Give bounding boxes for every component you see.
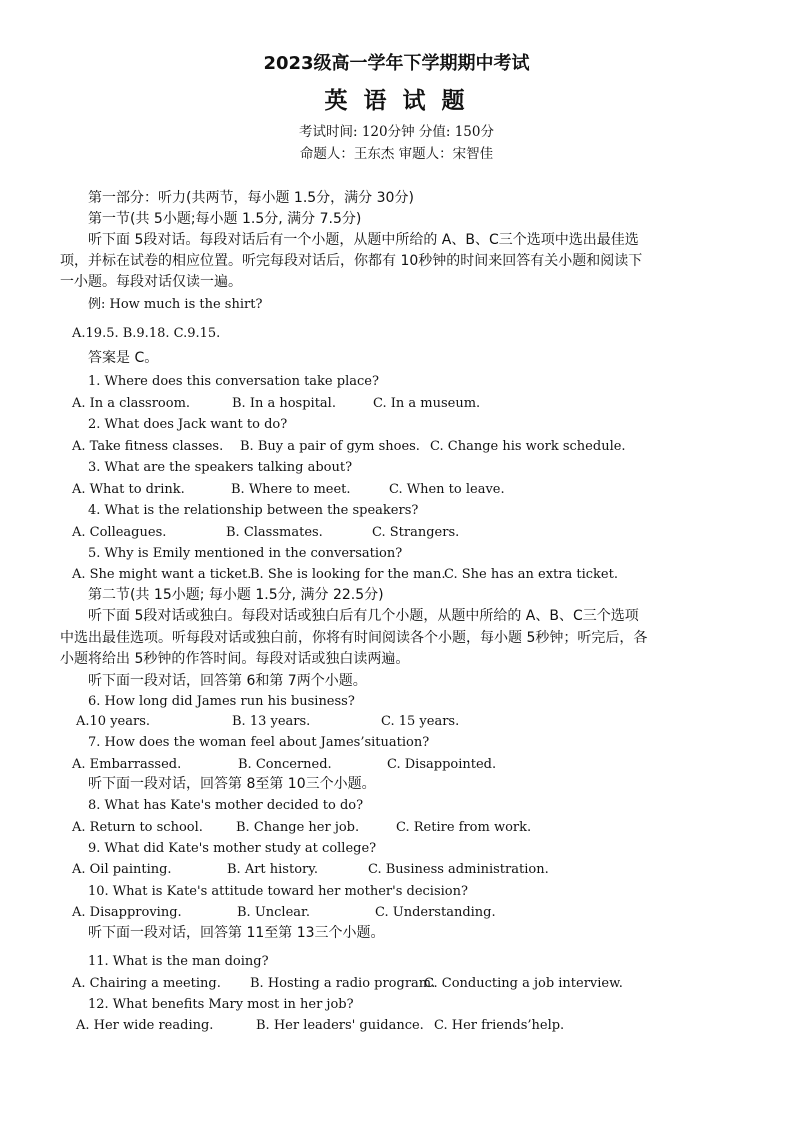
- instructions-line-1: 听下面 5段对话。每段对话后有一个小题，从题中所给的 A、B、C三个选项中选出最佳选: [88, 232, 639, 248]
- q5-option-c: C. She has an extra ticket.: [444, 567, 618, 582]
- q9-option-b: B. Art history.: [227, 862, 318, 877]
- q9-option-c: C. Business administration.: [368, 862, 549, 877]
- question-6: 6. How long did James run his business?: [88, 694, 355, 709]
- q12-option-c: C. Her friends’help.: [434, 1018, 565, 1033]
- question-11: 11. What is the man doing?: [88, 954, 269, 969]
- dialog-8-10-instruction: 听下面一段对话，回答第 8至第 10三个小题。: [88, 776, 376, 792]
- q11-option-a: A. Chairing a meeting.: [72, 976, 221, 991]
- question-7: 7. How does the woman feel about James’situation?: [88, 735, 430, 750]
- q2-option-b: B. Buy a pair of gym shoes.: [240, 439, 420, 454]
- q10-option-c: C. Understanding.: [375, 905, 496, 920]
- instructions-line-3: 一小题。每段对话仅读一遍。: [60, 274, 242, 290]
- q2-option-a: A. Take fitness classes.: [72, 439, 224, 454]
- q6-option-c: C. 15 years.: [381, 714, 460, 729]
- exam-info: 考试时间: 120分钟 分值: 150分: [298, 124, 494, 140]
- question-3: 3. What are the speakers talking about?: [88, 460, 353, 475]
- exam-title: 2023级高一学年下学期期中考试: [263, 53, 530, 74]
- q12-option-b: B. Her leaders' guidance.: [256, 1018, 424, 1033]
- q3-option-c: C. When to leave.: [389, 482, 505, 497]
- q7-option-b: B. Concerned.: [238, 757, 332, 772]
- instructions2-line-3: 小题将给出 5秒钟的作答时间。每段对话或独白读两遍。: [60, 651, 410, 667]
- question-1: 1. Where does this conversation take place?: [88, 374, 379, 389]
- q4-option-c: C. Strangers.: [372, 525, 460, 540]
- q7-option-c: C. Disappointed.: [387, 757, 497, 772]
- q3-option-b: B. Where to meet.: [231, 482, 351, 497]
- example-options: A.19.5. B.9.18. C.9.15.: [72, 326, 221, 341]
- question-2: 2. What does Jack want to do?: [88, 417, 288, 432]
- q2-option-c: C. Change his work schedule.: [430, 439, 626, 454]
- dialog-11-13-instruction: 听下面一段对话，回答第 11至第 13三个小题。: [88, 925, 385, 941]
- exam-authors: 命题人：王东杰 审题人：宋智佳: [299, 146, 494, 162]
- q8-option-a: A. Return to school.: [72, 820, 203, 835]
- question-5: 5. Why is Emily mentioned in the conversation?: [88, 546, 403, 561]
- example-question: 例: How much is the shirt?: [88, 297, 263, 312]
- q5-option-b: B. She is looking for the man.: [250, 567, 446, 582]
- q8-option-b: B. Change her job.: [236, 820, 360, 835]
- instructions2-line-2: 中选出最佳选项。听每段对话或独白前，你将有时间阅读各个小题，每小题 5秒钟；听完后，各: [60, 630, 648, 646]
- q1-option-b: B. In a hospital.: [232, 396, 336, 411]
- question-9: 9. What did Kate's mother study at college?: [88, 841, 377, 856]
- q6-option-a: A.10 years.: [76, 714, 151, 729]
- instructions-line-2: 项，并标在试卷的相应位置。听完每段对话后，你都有 10秒钟的时间来回答有关小题和阅读下: [60, 253, 643, 269]
- q4-option-a: A. Colleagues.: [72, 525, 167, 540]
- q1-option-a: A. In a classroom.: [72, 396, 191, 411]
- section2-heading: 第二节(共 15小题; 每小题 1.5分, 满分 22.5分): [88, 587, 384, 603]
- q1-option-c: C. In a museum.: [373, 396, 481, 411]
- instructions2-line-1: 听下面 5段对话或独白。每段对话或独白后有几个小题，从题中所给的 A、B、C三个选项: [88, 608, 639, 624]
- q11-option-c: C. Conducting a job interview.: [424, 976, 623, 991]
- q7-option-a: A. Embarrassed.: [72, 757, 182, 772]
- question-12: 12. What benefits Mary most in her job?: [88, 997, 354, 1012]
- question-8: 8. What has Kate's mother decided to do?: [88, 798, 364, 813]
- part1-heading: 第一部分：听力(共两节，每小题 1.5分，满分 30分): [88, 190, 414, 206]
- q10-option-b: B. Unclear.: [237, 905, 310, 920]
- q5-option-a: A. She might want a ticket.: [72, 567, 252, 582]
- q11-option-b: B. Hosting a radio program.: [250, 976, 436, 991]
- section1-heading: 第一节(共 5小题;每小题 1.5分, 满分 7.5分): [88, 211, 362, 227]
- q4-option-b: B. Classmates.: [226, 525, 323, 540]
- q6-option-b: B. 13 years.: [232, 714, 311, 729]
- question-10: 10. What is Kate's attitude toward her mother's decision?: [88, 884, 468, 899]
- q8-option-c: C. Retire from work.: [396, 820, 532, 835]
- example-answer: 答案是 C。: [88, 350, 159, 366]
- dialog-6-7-instruction: 听下面一段对话，回答第 6和第 7两个小题。: [88, 673, 367, 689]
- exam-subtitle: 英 语 试 题: [324, 88, 469, 114]
- q10-option-a: A. Disapproving.: [72, 905, 182, 920]
- q12-option-a: A. Her wide reading.: [76, 1018, 214, 1033]
- q3-option-a: A. What to drink.: [72, 482, 185, 497]
- question-4: 4. What is the relationship between the speakers?: [88, 503, 419, 518]
- q9-option-a: A. Oil painting.: [72, 862, 172, 877]
